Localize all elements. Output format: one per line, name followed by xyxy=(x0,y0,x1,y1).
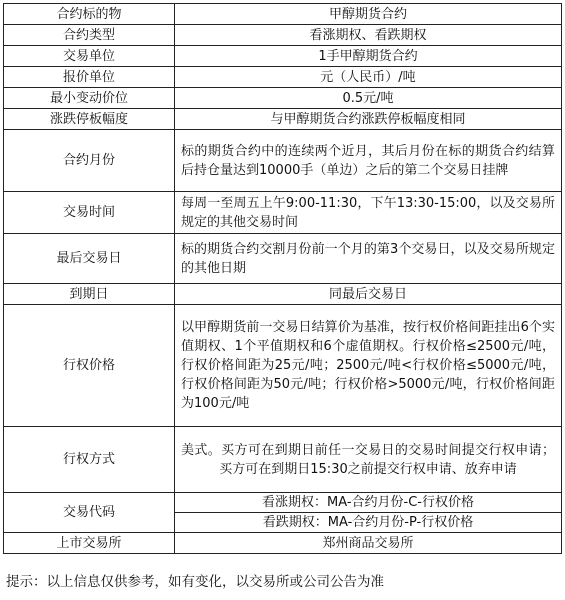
row-value: 郑州商品交易所 xyxy=(175,533,562,554)
row-value: 以甲醇期货前一交易日结算价为基准，按行权价格间距挂出6个实值期权、1个平值期权和6个虚值期权。行权价格≤2500元/吨，行权价格间距为25元/吨；2500元/吨<行权价格≤5000元/吨，行权价格间距为50元/吨；行权价格>5000元/吨，行权价格间距为100元/吨 xyxy=(175,305,562,427)
row-label: 合约类型 xyxy=(4,25,175,46)
row-label: 报价单位 xyxy=(4,67,175,88)
row-value: 每周一至周五上午9:00-11:30，下午13:30-15:00，以及交易所规定的其他交易时间 xyxy=(175,192,562,234)
row-value: 美式。买方可在到期日前任一交易日的交易时间提交行权申请；买方可在到期日15:30之前提交行权申请、放弃申请 xyxy=(175,427,562,493)
table-row xyxy=(4,234,562,284)
row-value: 与甲醇期货合约涨跌停板幅度相同 xyxy=(175,109,562,130)
row-label: 合约标的物 xyxy=(4,4,175,25)
table-row xyxy=(4,305,562,427)
table-row xyxy=(4,427,562,493)
table-row xyxy=(4,533,562,554)
row-value: 标的期货合约交割月份前一个月的第3个交易日，以及交易所规定的其他日期 xyxy=(175,234,562,284)
table-row xyxy=(4,130,562,192)
table-row xyxy=(4,4,562,25)
row-label: 最后交易日 xyxy=(4,234,175,284)
row-label: 交易单位 xyxy=(4,46,175,67)
option-contract-spec-table xyxy=(3,3,562,554)
table-row xyxy=(4,109,562,130)
table-row xyxy=(4,67,562,88)
table-row xyxy=(4,88,562,109)
row-label: 合约月份 xyxy=(4,130,175,192)
row-label: 交易时间 xyxy=(4,192,175,234)
row-label: 最小变动价位 xyxy=(4,88,175,109)
row-value: 0.5元/吨 xyxy=(175,88,562,109)
table-row xyxy=(4,46,562,67)
row-value: 标的期货合约中的连续两个近月，其后月份在标的期货合约结算后持仓量达到10000手（单边）之后的第二个交易日挂牌 xyxy=(175,130,562,192)
row-value: 甲醇期货合约 xyxy=(175,4,562,25)
row-label: 涨跌停板幅度 xyxy=(4,109,175,130)
footer-note: 提示：以上信息仅供参考，如有变化，以交易所或公司公告为准 xyxy=(6,574,384,590)
row-value-call: 看涨期权：MA-合约月份-C-行权价格 xyxy=(175,493,562,513)
row-value: 元（人民币）/吨 xyxy=(175,67,562,88)
row-label: 上市交易所 xyxy=(4,533,175,554)
row-value: 1手甲醇期货合约 xyxy=(175,46,562,67)
row-label: 行权价格 xyxy=(4,305,175,427)
row-label: 行权方式 xyxy=(4,427,175,493)
table-row xyxy=(4,192,562,234)
row-value-put: 看跌期权：MA-合约月份-P-行权价格 xyxy=(175,513,562,533)
table-row xyxy=(4,25,562,46)
row-value: 同最后交易日 xyxy=(175,284,562,305)
table-row xyxy=(4,284,562,305)
row-label: 到期日 xyxy=(4,284,175,305)
row-value: 看涨期权、看跌期权 xyxy=(175,25,562,46)
table-row xyxy=(4,493,562,513)
row-label: 交易代码 xyxy=(4,493,175,533)
